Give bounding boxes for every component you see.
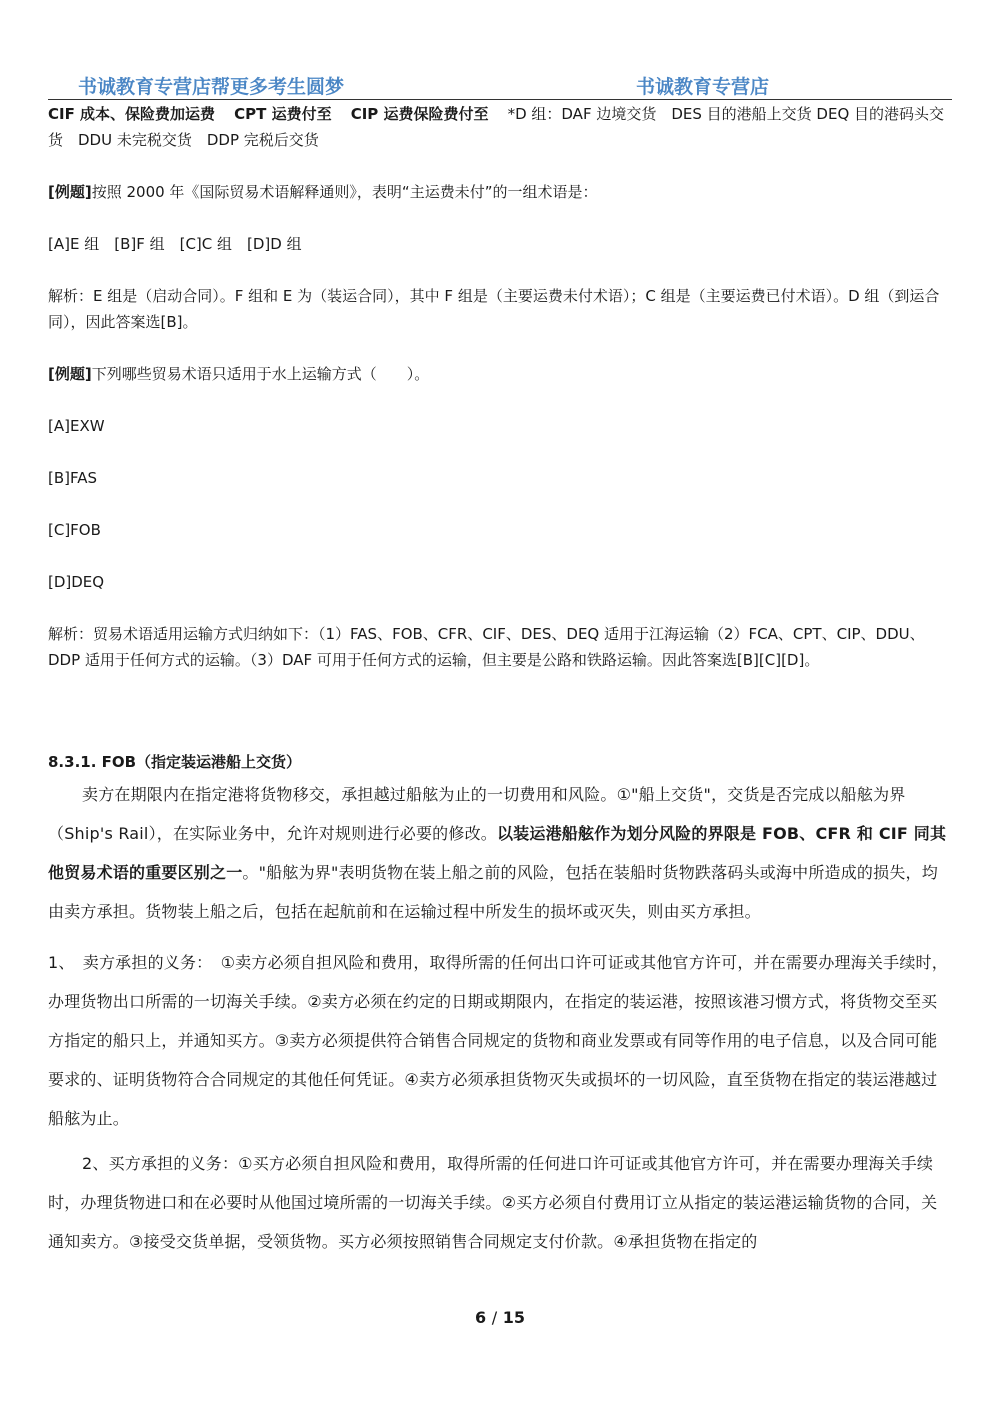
seller-obligations: 1、 卖方承担的义务： ①卖方必须自担风险和费用，取得所需的任何出口许可证或其他官方许可，并在需要办理海关手续时，办理货物出口所需的一切海关手续。②卖方必须在约定的日期或期限内，在指定的装运港，按照该港习惯方式，将货物交至买方指定的船只上，并通知买方。③卖方必须提供符合销售合同规定的货物和商业发票或有同等作用的电子信息，以及合同可能要求的、证明货物符合合同规定的其他任何凭证。④卖方必须承担货物灭失或损坏的一切风险，直至货物在指定的装运港越过船舷为止。 bbox=[48, 953, 948, 1128]
example1-text: 按照 2000 年《国际贸易术语解释通则》，表明“主运费未付”的一组术语是： bbox=[91, 183, 598, 201]
term-cif: CIF 成本、保险费加运费 bbox=[48, 105, 216, 123]
page-current: 6 bbox=[475, 1308, 487, 1327]
para1-bold: 以装运港船舷作为划分风险的界限是 FOB、CFR 和 CIF 同其他贸易术语的重要区别之一 bbox=[48, 824, 947, 882]
section-heading: 8.3.1. FOB（指定装运港船上交货） bbox=[48, 753, 302, 771]
example2-option-a: [A]EXW bbox=[48, 417, 105, 435]
term-d-group: *D 组：DAF 边境交货 DES 目的港船上交货 DEQ 目的港码头交货 DDU 未完税交货 DDP 完税后交货 bbox=[48, 105, 945, 149]
example2-tag: [例题] bbox=[48, 365, 92, 383]
para1-part-c: 。"船舷为界"表明货物在装上船之前的风险，包括在装船时货物跌落码头或海中所造成的损失，均由卖方承担。货物装上船之后，包括在起航前和在运输过程中所发生的损坏或灭失，则由买方承担。 bbox=[48, 863, 938, 921]
example1-tag: [例题] bbox=[48, 183, 92, 201]
example1-options: [A]E 组 [B]F 组 [C]C 组 [D]D 组 bbox=[48, 235, 302, 253]
page-number bbox=[0, 1308, 1000, 1327]
example1-question bbox=[48, 179, 952, 205]
para1-part-a: 卖方在期限内在指定港将货物移交，承担越过船舷为止的一切费用和风险。①"船上交货"，交货是否完成以船舷为界（Ship's Rail），在实际业务中，允许对规则进行必要的修改。 bbox=[48, 785, 906, 843]
example2-option-c: [C]FOB bbox=[48, 521, 101, 539]
page-header bbox=[48, 72, 952, 100]
header-right-text: 书诚教育专营店 bbox=[636, 76, 770, 98]
buyer-obligations: 2、买方承担的义务：①买方必须自担风险和费用，取得所需的任何进口许可证或其他官方许可，并在需要办理海关手续时，办理货物进口和在必要时从他国过境所需的一切海关手续。②买方必须自付费用订立从指定的装运港运输货物的合同，关通知卖方。③接受交货单据，受领货物。买方必须按照销售合同规定支付价款。④承担货物在指定的 bbox=[48, 1154, 938, 1251]
terms-line bbox=[48, 101, 952, 153]
term-cip: CIP 运费保险费付至 bbox=[350, 105, 489, 123]
example2-option-d: [D]DEQ bbox=[48, 573, 105, 591]
example1-analysis: 解析：E 组是（启动合同）。F 组和 E 为（装运合同），其中 F 组是（主要运费未付术语）；C 组是（主要运费已付术语）。D 组（到运合同），因此答案选[B]。 bbox=[48, 287, 940, 331]
example2-analysis: 解析：贸易术语适用运输方式归纳如下：（1）FAS、FOB、CFR、CIF、DES、DEQ 适用于江海运输（2）FCA、CPT、CIP、DDU、DDP 适用于任何方式的运输。（3）DAF 可用于任何方式的运输，但主要是公路和铁路运输。因此答案选[B][C][D]。 bbox=[48, 625, 925, 669]
page-separator: / bbox=[491, 1308, 498, 1327]
page-content bbox=[48, 101, 952, 1261]
header-divider bbox=[48, 99, 952, 100]
example2-question bbox=[48, 361, 952, 387]
example2-text: 下列哪些贸易术语只适用于水上运输方式（ ）。 bbox=[91, 365, 430, 383]
section-paragraph-1 bbox=[48, 775, 952, 931]
example2-option-b: [B]FAS bbox=[48, 469, 98, 487]
term-cpt: CPT 运费付至 bbox=[234, 105, 332, 123]
page-total: 15 bbox=[502, 1308, 525, 1327]
header-left-text: 书诚教育专营店帮更多考生圆梦 bbox=[78, 76, 345, 98]
